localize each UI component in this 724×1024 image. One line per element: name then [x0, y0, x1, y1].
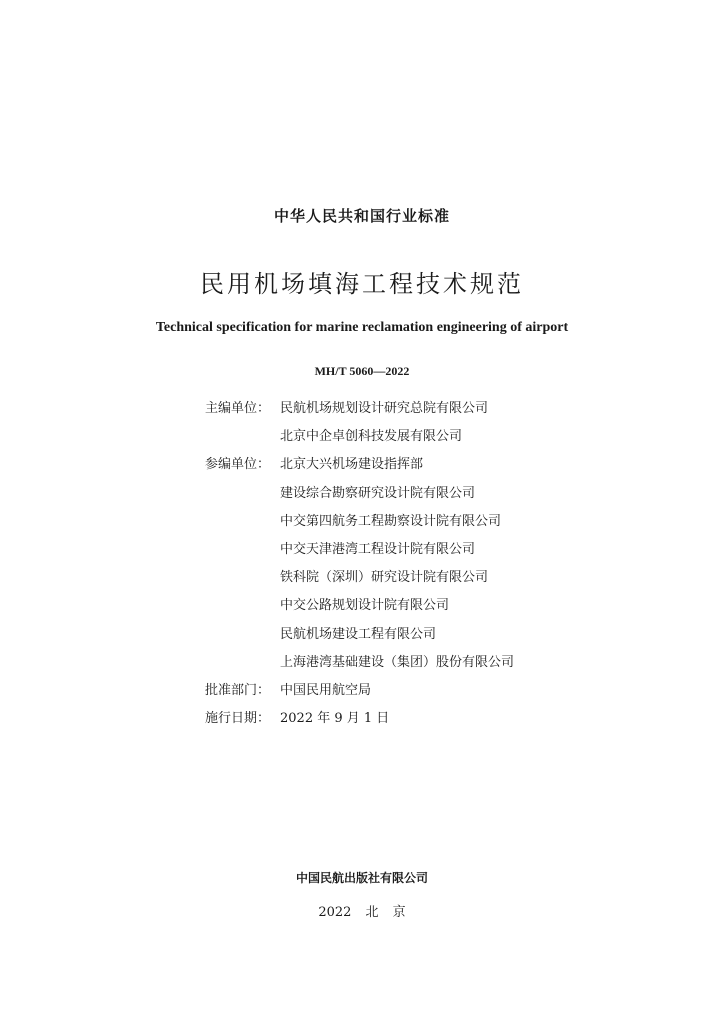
- info-row-effective-date: [205, 710, 389, 728]
- info-label: 参编单位：: [205, 457, 271, 472]
- industry-standard-label: 中华人民共和国行业标准: [273, 207, 450, 225]
- document-title: 民用机场填海工程技术规范: [200, 270, 524, 298]
- info-value: 民航机场规划设计研究总院有限公司: [280, 401, 489, 416]
- info-label: 施行日期：: [205, 711, 271, 726]
- publisher-name: 中国民航出版社有限公司: [295, 871, 428, 885]
- info-row-participants: [205, 626, 436, 644]
- info-row-chief-editor: [205, 400, 488, 418]
- info-row-participants: [205, 569, 488, 587]
- info-label: 批准部门：: [205, 683, 271, 698]
- info-value: 中交第四航务工程勘察设计院有限公司: [280, 514, 502, 529]
- info-row-participants: [205, 597, 449, 615]
- info-value: 中交公路规划设计院有限公司: [280, 598, 450, 613]
- info-value: 铁科院（深圳）研究设计院有限公司: [280, 570, 489, 585]
- info-row-participants: [205, 654, 514, 672]
- info-value: 中国民用航空局: [280, 683, 372, 698]
- info-value: 上海港湾基础建设（集团）股份有限公司: [280, 655, 515, 670]
- info-row-participants: [205, 541, 475, 559]
- info-value: 北京大兴机场建设指挥部: [280, 457, 424, 472]
- info-value: 中交天津港湾工程设计院有限公司: [280, 542, 476, 557]
- info-value: 2022 年 9 月 1 日: [280, 711, 390, 726]
- document-title-english: Technical specification for marine reclamation engineering of airport: [155, 320, 569, 335]
- info-label: 主编单位：: [205, 401, 271, 416]
- standard-code: MH/T 5060—2022: [314, 364, 410, 378]
- info-value: 民航机场建设工程有限公司: [280, 627, 437, 642]
- publication-year-place: 2022 北 京: [318, 905, 406, 920]
- info-row-approval-dept: [205, 682, 371, 700]
- info-row-participants: [205, 456, 423, 474]
- info-row-participants: [205, 485, 475, 503]
- info-row-participants: [205, 513, 501, 531]
- info-row-chief-editor: [205, 428, 462, 446]
- info-value: 北京中企卓创科技发展有限公司: [280, 429, 463, 444]
- info-value: 建设综合勘察研究设计院有限公司: [280, 486, 476, 501]
